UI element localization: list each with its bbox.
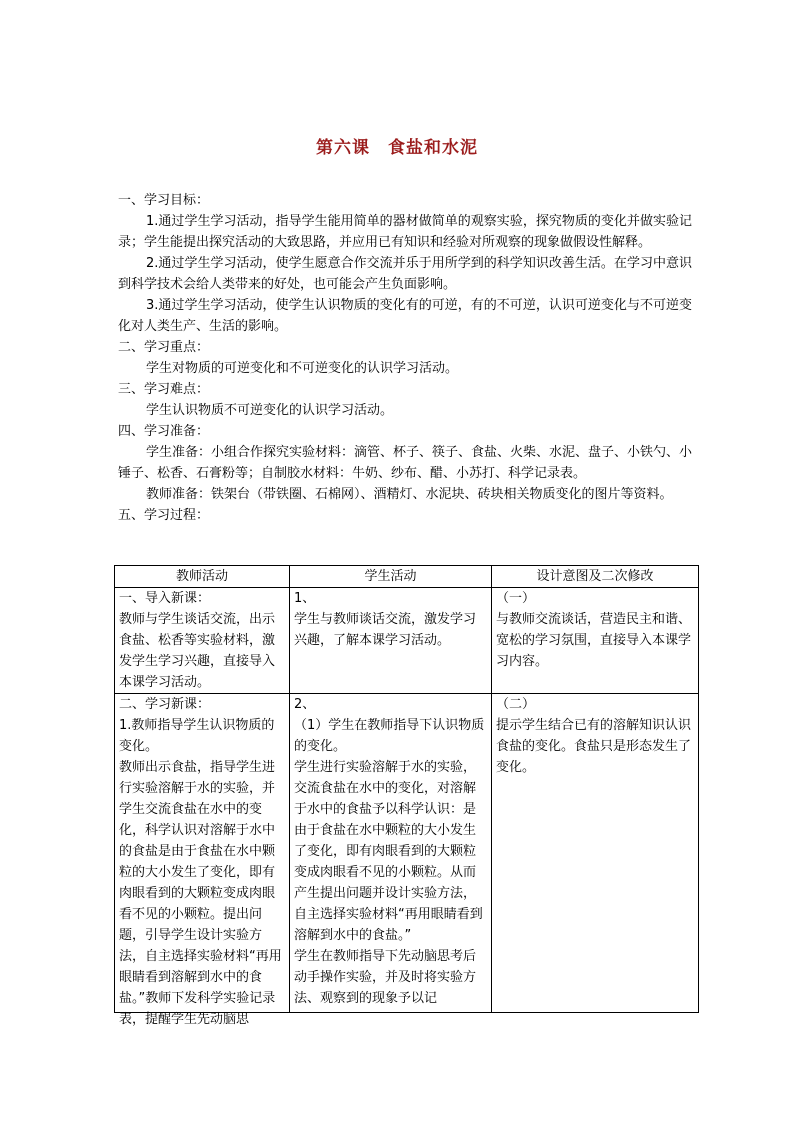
- header-student: 学生活动: [290, 566, 492, 588]
- row1-intent: （一） 与教师交流谈话，营造民主和谐、宽松的学习氛围，直接导入本课学习内容。: [492, 588, 699, 694]
- prep-teacher: 教师准备：铁架台（带铁圈、石棉网）、酒精灯、水泥块、砖块相关物质变化的图片等资料。: [146, 487, 673, 502]
- difficulty-heading: 三、学习难点：: [118, 382, 210, 397]
- prep-heading: 四、学习准备：: [118, 424, 210, 439]
- table-row: [115, 588, 699, 694]
- goal-item-3: 3.通过学生学习活动，使学生认识物质的变化有的可逆，有的不可逆，认识可逆变化与不可逆变化对人类生产、生活的影响。: [118, 298, 692, 334]
- process-heading: 五、学习过程：: [118, 508, 210, 523]
- header-intent: 设计意图及二次修改: [492, 566, 699, 588]
- table-header-row: [115, 566, 699, 588]
- key-text: 学生对物质的可逆变化和不可逆变化的认识学习活动。: [146, 361, 459, 376]
- process-table: [114, 565, 699, 1027]
- difficulty-text: 学生认识物质不可逆变化的认识学习活动。: [146, 403, 394, 418]
- row2-teacher: 二、学习新课： 1.教师指导学生认识物质的变化。 教师出示食盐，指导学生进行实验溶解于水的实验，并学生交流食盐在水中的变化，科学认识对溶解于水中的食盐是由于食盐在水中颗粒的大小发生了变化，即有肉眼看到的大颗粒变成肉眼看不见的小颗粒。提出问题，引导学生设计实验方法，自主选择实验材料“再用眼睛看到溶解到水中的食盐。”教师下发科学实验记录表，提醒学生先动脑思: [115, 694, 290, 1013]
- goal-item-1: 1.通过学生学习活动，指导学生能用简单的器材做简单的观察实验，探究物质的变化并做实验记录；学生能提出探究活动的大致思路，并应用已有知识和经验对所观察的现象做假设性解释。: [118, 214, 692, 250]
- goals-heading: 一、学习目标：: [118, 193, 210, 208]
- table-row: [115, 694, 699, 1013]
- header-teacher: 教师活动: [115, 566, 290, 588]
- goal-item-2: 2.通过学生学习活动，使学生愿意合作交流并乐于用所学到的科学知识改善生活。在学习中意识到科学技术会给人类带来的好处，也可能会产生负面影响。: [118, 256, 692, 292]
- prep-student: 学生准备：小组合作探究实验材料：滴管、杯子、筷子、食盐、火柴、水泥、盘子、小铁勺、小锤子、松香、石膏粉等；自制胶水材料：牛奶、纱布、醋、小苏打、科学记录表。: [118, 445, 693, 481]
- lesson-title: [0, 133, 794, 158]
- lesson-number: 第六课: [316, 138, 370, 158]
- row1-teacher: 一、导入新课： 教师与学生谈话交流，出示食盐、松香等实验材料，激发学生学习兴趣，直接导入本课学习活动。: [115, 588, 290, 694]
- lesson-body: [118, 190, 692, 526]
- row2-intent: （二） 提示学生结合已有的溶解知识认识食盐的变化。食盐只是形态发生了变化。: [492, 694, 699, 1013]
- row1-student: 1、 学生与教师谈话交流，激发学习兴趣，了解本课学习活动。: [290, 588, 492, 694]
- key-heading: 二、学习重点：: [118, 340, 210, 355]
- lesson-name: 食盐和水泥: [388, 138, 478, 158]
- row2-student: 2、 （1）学生在教师指导下认识物质的变化。 学生进行实验溶解于水的实验，交流食盐在水中的变化，对溶解于水中的食盐予以科学认识：是由于食盐在水中颗粒的大小发生了变化，即有肉眼看到的大颗粒变成肉眼看不见的小颗粒。从而产生提出问题并设计实验方法，自主选择实验材料“再用眼睛看到溶解到水中的食盐。” 学生在教师指导下先动脑思考后动手操作实验，并及时将实验方法、观察到的现象予以记: [290, 694, 492, 1013]
